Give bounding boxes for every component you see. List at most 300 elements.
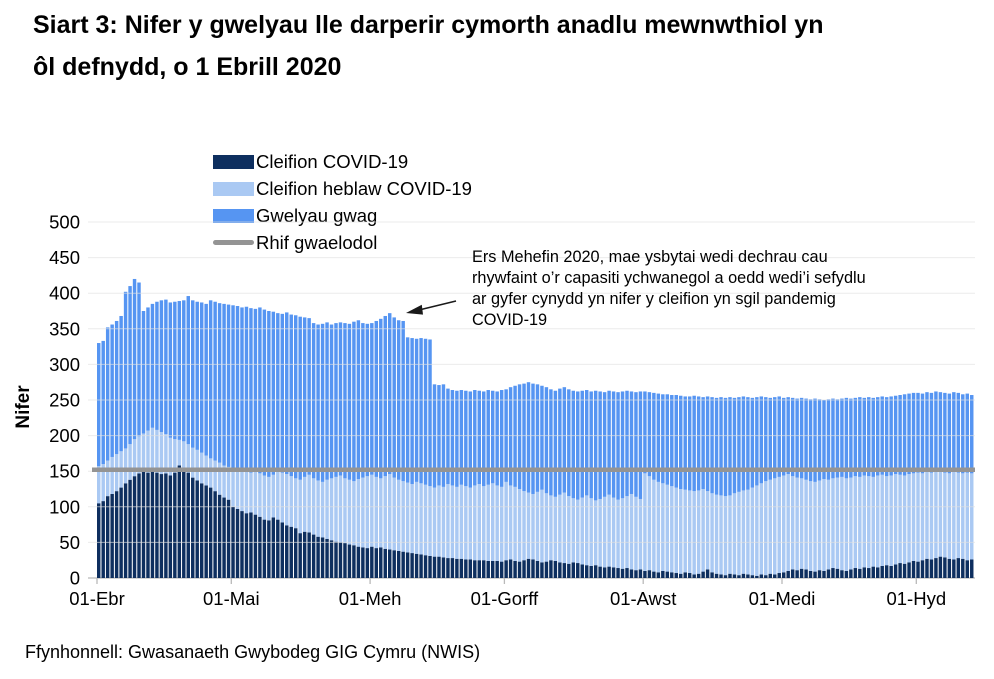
bar-segment-empty xyxy=(316,325,319,481)
bar-segment-covid xyxy=(755,576,758,578)
bar-segment-covid xyxy=(137,473,140,578)
bar-segment-noncovid xyxy=(957,473,960,558)
bar-segment-covid xyxy=(540,562,543,578)
bar-segment-covid xyxy=(330,540,333,578)
bar-segment-empty xyxy=(831,399,834,479)
bar-segment-covid xyxy=(303,532,306,578)
bar-segment-noncovid xyxy=(563,493,566,563)
bar-segment-covid xyxy=(549,560,552,578)
bar-segment-empty xyxy=(598,391,601,499)
bar-segment-covid xyxy=(809,571,812,578)
bar-segment-covid xyxy=(898,563,901,578)
bar-segment-empty xyxy=(249,308,252,472)
bar-segment-noncovid xyxy=(110,457,113,494)
bar-segment-empty xyxy=(182,300,185,441)
bar-segment-empty xyxy=(836,399,839,477)
bar-segment-covid xyxy=(733,574,736,578)
bar-segment-noncovid xyxy=(513,487,516,561)
bar-segment-covid xyxy=(504,560,507,578)
bar-segment-covid xyxy=(428,556,431,578)
bar-segment-noncovid xyxy=(831,478,834,568)
bar-segment-covid xyxy=(688,573,691,578)
bar-segment-noncovid xyxy=(818,480,821,570)
bar-segment-empty xyxy=(773,397,776,478)
bar-segment-covid xyxy=(661,571,664,578)
bar-segment-empty xyxy=(384,316,387,476)
bar-segment-covid xyxy=(469,559,472,578)
bar-segment-covid xyxy=(101,501,104,578)
bar-segment-covid xyxy=(692,574,695,578)
bar-segment-covid xyxy=(795,570,798,578)
bar-segment-empty xyxy=(128,286,131,444)
bar-segment-empty xyxy=(751,398,754,488)
bar-segment-covid xyxy=(97,503,100,578)
bar-segment-covid xyxy=(531,559,534,578)
bar-segment-covid xyxy=(728,574,731,578)
bar-segment-noncovid xyxy=(813,482,816,572)
bar-segment-covid xyxy=(164,473,167,578)
bar-segment-noncovid xyxy=(970,473,973,559)
bar-segment-empty xyxy=(558,389,561,495)
bar-segment-empty xyxy=(589,391,592,498)
bar-segment-covid xyxy=(786,571,789,578)
bar-segment-covid xyxy=(263,520,266,578)
bar-segment-noncovid xyxy=(594,500,597,565)
bar-segment-covid xyxy=(818,570,821,578)
bar-segment-covid xyxy=(307,532,310,578)
bar-segment-empty xyxy=(854,398,857,476)
bar-segment-noncovid xyxy=(379,478,382,547)
bar-segment-noncovid xyxy=(952,472,955,560)
bar-segment-covid xyxy=(155,473,158,578)
bar-segment-covid xyxy=(473,560,476,578)
bar-segment-noncovid xyxy=(849,478,852,570)
bar-segment-empty xyxy=(921,394,924,474)
bar-segment-empty xyxy=(742,396,745,490)
bar-segment-empty xyxy=(692,396,695,491)
bar-segment-empty xyxy=(903,394,906,475)
bar-segment-noncovid xyxy=(545,493,548,561)
bar-segment-covid xyxy=(128,480,131,578)
bar-segment-noncovid xyxy=(254,471,257,514)
bar-segment-noncovid xyxy=(880,475,883,566)
bar-segment-empty xyxy=(375,321,378,477)
bar-segment-empty xyxy=(236,306,239,470)
bar-segment-noncovid xyxy=(786,474,789,571)
bar-segment-noncovid xyxy=(746,490,749,575)
bar-segment-covid xyxy=(934,558,937,578)
bar-segment-empty xyxy=(281,314,284,473)
bar-segment-covid xyxy=(970,559,973,578)
bar-segment-noncovid xyxy=(737,492,740,575)
bar-segment-empty xyxy=(258,307,261,473)
bar-segment-covid xyxy=(773,574,776,578)
bar-segment-noncovid xyxy=(885,476,888,565)
bar-segment-covid xyxy=(325,539,328,578)
bar-segment-empty xyxy=(822,400,825,479)
bar-segment-noncovid xyxy=(894,474,897,564)
bar-segment-covid xyxy=(169,475,172,578)
bar-segment-noncovid xyxy=(742,490,745,573)
bar-segment-noncovid xyxy=(791,476,794,569)
bar-segment-covid xyxy=(724,575,727,578)
chart-annotation xyxy=(472,247,972,331)
bar-segment-covid xyxy=(813,572,816,578)
bar-segment-covid xyxy=(764,575,767,578)
bar-segment-covid xyxy=(572,562,575,578)
bar-segment-empty xyxy=(948,394,951,474)
bar-segment-covid xyxy=(880,566,883,578)
annotation-line: Ers Mehefin 2020, mae ysbytai wedi dechrau cau xyxy=(472,248,828,266)
bar-segment-noncovid xyxy=(558,495,561,563)
bar-segment-empty xyxy=(133,279,136,439)
bar-segment-empty xyxy=(119,316,122,451)
bar-segment-noncovid xyxy=(961,473,964,558)
bar-segment-covid xyxy=(151,468,154,578)
legend-label-empty: Gwelyau gwag xyxy=(256,204,378,226)
source-note: Ffynhonnell: Gwasanaeth Gwybodeg GIG Cymru (NWIS) xyxy=(25,642,481,662)
bar-segment-covid xyxy=(845,571,848,578)
bar-segment-empty xyxy=(858,397,861,477)
bar-segment-covid xyxy=(822,571,825,578)
bar-segment-noncovid xyxy=(845,478,848,571)
bar-segment-noncovid xyxy=(531,494,534,559)
bar-segment-covid xyxy=(558,562,561,578)
bar-segment-covid xyxy=(182,469,185,578)
bar-segment-noncovid xyxy=(419,483,422,554)
bar-segment-empty xyxy=(276,313,279,471)
bar-segment-empty xyxy=(321,324,324,482)
bar-segment-covid xyxy=(522,560,525,578)
bar-segment-noncovid xyxy=(652,480,655,572)
bar-segment-covid xyxy=(339,542,342,578)
bar-segment-empty xyxy=(401,321,404,481)
bar-segment-noncovid xyxy=(473,485,476,560)
bar-segment-noncovid xyxy=(921,473,924,560)
bar-segment-covid xyxy=(209,488,212,578)
bar-segment-noncovid xyxy=(616,500,619,568)
bar-segment-noncovid xyxy=(482,486,485,560)
bar-segment-empty xyxy=(428,339,431,486)
bar-segment-empty xyxy=(325,322,328,479)
bar-segment-empty xyxy=(934,391,937,471)
bar-segment-empty xyxy=(178,301,181,440)
bar-segment-noncovid xyxy=(630,494,633,569)
bar-segment-noncovid xyxy=(876,475,879,567)
bar-segment-empty xyxy=(173,302,176,439)
bar-segment-noncovid xyxy=(460,485,463,559)
bar-segment-empty xyxy=(527,382,530,492)
bar-segment-noncovid xyxy=(598,499,601,567)
bar-segment-noncovid xyxy=(572,498,575,562)
bar-segment-empty xyxy=(769,398,772,480)
bar-segment-empty xyxy=(625,391,628,496)
bar-segment-empty xyxy=(146,307,149,430)
bar-segment-noncovid xyxy=(464,486,467,559)
bar-segment-covid xyxy=(939,557,942,578)
bar-segment-noncovid xyxy=(778,477,781,573)
bar-segment-covid xyxy=(312,535,315,578)
bar-segment-covid xyxy=(527,559,530,578)
bar-segment-empty xyxy=(710,397,713,493)
bar-segment-empty xyxy=(469,391,472,487)
bar-segment-empty xyxy=(930,393,933,473)
bar-segment-covid xyxy=(921,560,924,578)
bar-segment-empty xyxy=(339,322,342,475)
bar-segment-empty xyxy=(697,396,700,490)
bar-segment-covid xyxy=(589,566,592,578)
bar-segment-empty xyxy=(330,325,333,479)
bar-segment-noncovid xyxy=(540,490,543,563)
bar-segment-empty xyxy=(782,398,785,476)
bar-segment-covid xyxy=(133,476,136,578)
bar-segment-covid xyxy=(625,568,628,578)
bar-segment-covid xyxy=(415,554,418,578)
bar-segment-noncovid xyxy=(236,470,239,509)
bar-segment-empty xyxy=(728,397,731,495)
bar-segment-noncovid xyxy=(836,478,839,569)
bar-segment-covid xyxy=(925,559,928,578)
bar-segment-noncovid xyxy=(943,473,946,558)
x-tick-label: 01-Awst xyxy=(609,588,677,609)
bar-segment-noncovid xyxy=(518,489,521,562)
bar-segment-empty xyxy=(160,300,163,432)
bar-segment-noncovid xyxy=(433,488,436,557)
bar-segment-noncovid xyxy=(442,487,445,557)
bar-segment-covid xyxy=(706,569,709,578)
bar-segment-noncovid xyxy=(581,498,584,565)
bar-segment-empty xyxy=(585,390,588,495)
bar-segment-noncovid xyxy=(334,477,337,542)
bar-segment-covid xyxy=(612,567,615,578)
y-tick-label: 250 xyxy=(49,389,80,411)
bar-segment-empty xyxy=(151,304,154,428)
bar-segment-covid xyxy=(966,560,969,578)
bar-segment-noncovid xyxy=(303,477,306,532)
bar-segment-empty xyxy=(106,327,109,460)
bar-segment-empty xyxy=(406,337,409,482)
bar-segment-noncovid xyxy=(352,481,355,545)
bar-segment-covid xyxy=(366,548,369,578)
bar-segment-covid xyxy=(849,569,852,578)
bar-segment-empty xyxy=(800,398,803,478)
bar-segment-empty xyxy=(142,311,145,433)
bar-segment-noncovid xyxy=(263,475,266,519)
bar-segment-empty xyxy=(424,339,427,485)
bar-segment-covid xyxy=(800,569,803,578)
bar-segment-covid xyxy=(791,569,794,578)
x-tick-label: 01-Medi xyxy=(748,588,816,609)
bar-segment-empty xyxy=(572,391,575,499)
bar-segment-noncovid xyxy=(666,485,669,572)
bar-segment-covid xyxy=(240,511,243,578)
bar-segment-empty xyxy=(755,397,758,485)
bar-segment-noncovid xyxy=(621,498,624,568)
bar-segment-covid xyxy=(778,573,781,578)
bar-segment-covid xyxy=(634,570,637,578)
bar-segment-noncovid xyxy=(948,473,951,558)
bar-segment-empty xyxy=(907,394,910,474)
bar-segment-empty xyxy=(643,391,646,473)
bar-segment-empty xyxy=(715,398,718,495)
bar-segment-empty xyxy=(500,390,503,487)
y-axis-title: Nifer xyxy=(13,385,34,429)
bar-segment-noncovid xyxy=(495,485,498,560)
y-tick-label: 150 xyxy=(49,460,80,482)
bar-segment-noncovid xyxy=(764,481,767,575)
bar-segment-empty xyxy=(272,312,275,475)
bar-segment-empty xyxy=(648,392,651,476)
bar-segment-noncovid xyxy=(195,450,198,481)
bar-segment-covid xyxy=(406,552,409,578)
bar-segment-covid xyxy=(410,553,413,578)
bar-segment-empty xyxy=(267,311,270,477)
bar-segment-covid xyxy=(867,568,870,578)
legend-label-baseline: Rhif gwaelodol xyxy=(256,231,378,253)
bar-segment-empty xyxy=(939,392,942,472)
bar-segment-empty xyxy=(724,398,727,496)
bar-segment-empty xyxy=(795,399,798,478)
bar-segment-noncovid xyxy=(478,484,481,560)
bar-segment-empty xyxy=(791,398,794,476)
bar-segment-noncovid xyxy=(272,475,275,518)
bar-segment-covid xyxy=(160,474,163,578)
bar-segment-noncovid xyxy=(795,478,798,571)
bar-segment-noncovid xyxy=(733,493,736,574)
bar-segment-noncovid xyxy=(231,468,234,507)
bar-segment-empty xyxy=(966,394,969,473)
bar-segment-covid xyxy=(961,559,964,578)
bar-segment-noncovid xyxy=(867,476,870,568)
bar-segment-noncovid xyxy=(213,461,216,492)
bar-segment-empty xyxy=(204,304,207,456)
bar-segment-empty xyxy=(110,325,113,457)
bar-segment-noncovid xyxy=(661,483,664,571)
bar-segment-noncovid xyxy=(643,473,646,571)
bar-segment-empty xyxy=(254,309,257,471)
bar-segment-covid xyxy=(258,517,261,578)
bar-segment-noncovid xyxy=(115,454,118,491)
bar-segment-noncovid xyxy=(522,491,525,560)
bar-segment-empty xyxy=(218,303,221,462)
bar-segment-covid xyxy=(446,558,449,578)
bar-segment-empty xyxy=(97,343,100,466)
bar-segment-empty xyxy=(348,324,351,480)
bar-segment-noncovid xyxy=(424,485,427,555)
bar-segment-covid xyxy=(683,572,686,578)
bar-segment-noncovid xyxy=(276,471,279,519)
bar-segment-covid xyxy=(652,572,655,578)
x-tick-label: 01-Mai xyxy=(203,588,260,609)
bar-segment-covid xyxy=(630,569,633,578)
bar-segment-noncovid xyxy=(451,485,454,558)
bar-segment-empty xyxy=(285,312,288,474)
bar-segment-empty xyxy=(352,322,355,481)
bar-segment-empty xyxy=(245,307,248,471)
bar-segment-empty xyxy=(298,317,301,480)
bar-segment-noncovid xyxy=(710,493,713,572)
annotation-line: ar gyfer cynydd yn nifer y cleifion yn sgil pandemig xyxy=(472,290,836,308)
bar-segment-covid xyxy=(603,567,606,578)
bar-segment-noncovid xyxy=(670,486,673,572)
bar-segment-noncovid xyxy=(281,473,284,523)
bar-segment-empty xyxy=(419,338,422,483)
y-tick-label: 50 xyxy=(59,531,80,553)
bar-segment-noncovid xyxy=(258,473,261,516)
bar-segment-covid xyxy=(187,473,190,578)
bar-segment-covid xyxy=(885,565,888,578)
bar-segment-empty xyxy=(307,318,310,475)
bar-segment-empty xyxy=(581,391,584,498)
bar-segment-noncovid xyxy=(809,481,812,571)
bar-segment-noncovid xyxy=(634,497,637,570)
bar-segment-covid xyxy=(863,567,866,578)
bar-segment-noncovid xyxy=(782,475,785,572)
bar-segment-noncovid xyxy=(455,487,458,559)
bar-segment-covid xyxy=(782,572,785,578)
bar-segment-covid xyxy=(621,569,624,578)
bar-segment-noncovid xyxy=(706,491,709,569)
bar-segment-empty xyxy=(312,323,315,478)
bar-segment-noncovid xyxy=(142,433,145,471)
bar-segment-noncovid xyxy=(612,498,615,568)
y-tick-label: 450 xyxy=(49,247,80,269)
bar-segment-noncovid xyxy=(504,482,507,560)
bar-segment-covid xyxy=(679,574,682,578)
bar-segment-empty xyxy=(952,392,955,472)
x-tick-label: 01-Meh xyxy=(338,588,402,609)
bar-segment-covid xyxy=(903,564,906,578)
bar-segment-covid xyxy=(858,569,861,578)
bar-segment-noncovid xyxy=(903,475,906,563)
bar-segment-covid xyxy=(348,545,351,578)
bar-segment-covid xyxy=(737,575,740,578)
bar-segment-empty xyxy=(683,396,686,489)
bar-segment-covid xyxy=(267,520,270,578)
bar-segment-noncovid xyxy=(648,476,651,570)
y-tick-label: 400 xyxy=(49,282,80,304)
bar-segment-covid xyxy=(742,574,745,578)
y-tick-label: 350 xyxy=(49,318,80,340)
bar-segment-noncovid xyxy=(366,476,369,548)
bar-segment-empty xyxy=(191,300,194,447)
bar-segment-empty xyxy=(706,396,709,491)
bar-segment-noncovid xyxy=(415,482,418,554)
bar-segment-noncovid xyxy=(124,448,127,483)
bar-segment-covid xyxy=(106,496,109,578)
bar-segment-noncovid xyxy=(858,477,861,569)
bar-segment-covid xyxy=(491,561,494,578)
bar-segment-covid xyxy=(840,570,843,578)
bar-segment-covid xyxy=(500,562,503,578)
bar-segment-noncovid xyxy=(724,496,727,575)
bar-segment-covid xyxy=(321,537,324,578)
bar-segment-noncovid xyxy=(325,480,328,539)
bar-segment-covid xyxy=(401,552,404,578)
bar-segment-covid xyxy=(657,572,660,578)
bar-segment-covid xyxy=(388,550,391,578)
bar-segment-noncovid xyxy=(330,478,333,540)
x-tick-label: 01-Gorff xyxy=(470,588,539,609)
bar-segment-empty xyxy=(392,317,395,477)
bar-segment-empty xyxy=(943,393,946,473)
bar-segment-empty xyxy=(867,397,870,476)
bar-segment-empty xyxy=(563,387,566,492)
bar-segment-noncovid xyxy=(218,463,221,495)
bar-segment-covid xyxy=(285,525,288,578)
bar-segment-covid xyxy=(290,527,293,578)
bar-segment-covid xyxy=(536,561,539,578)
